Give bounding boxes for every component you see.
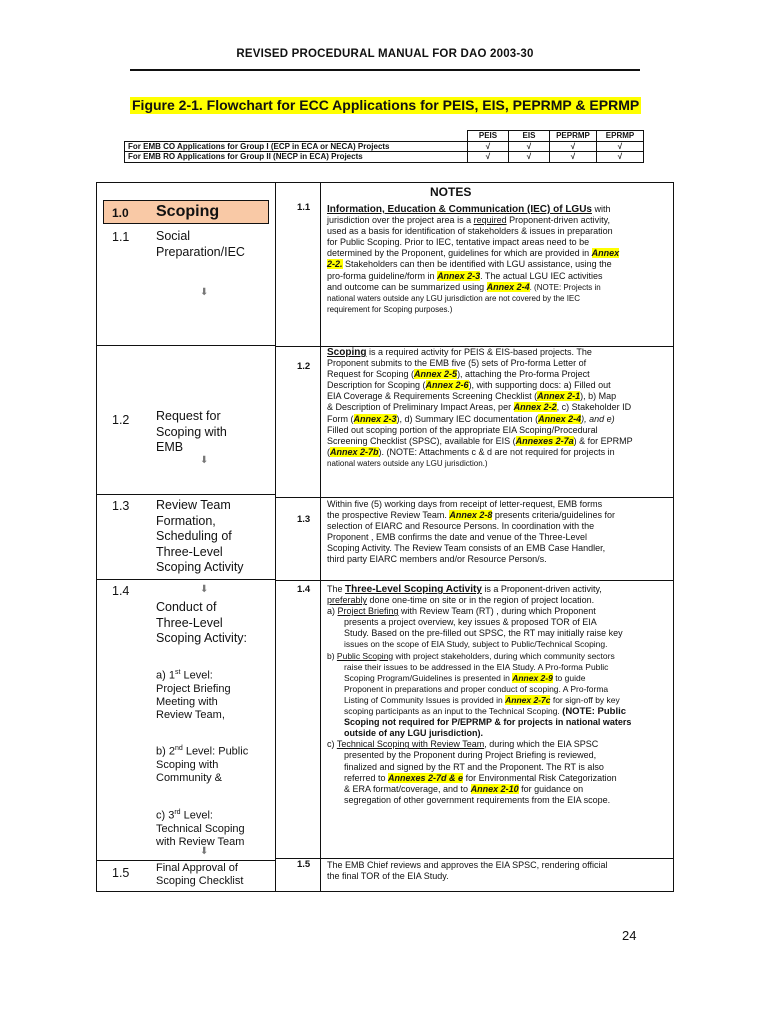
row-divider xyxy=(96,345,276,346)
note-1-2: Scoping is a required activity for PEIS & EIS-based projects. The Proponent submits to the EMB five (5) sets of Pro-forma Letter of Request for Scoping (Annex 2-5), attaching the Pro-forma Project Description for Scoping (Annex 2-6), with supporting docs: a) Filled out EIA Coverage & Requirements Screening Checklist (Annex 2-1), b) Map & Description of Preliminary Impact Areas, per Annex 2-2, c) Stakeholder ID Form (Annex 2-3), d) Summary IEC documentation (Annex 2-4), and e) Filled out scoping portion of the appropriate EIA Scoping/Procedural Screening Checklist (SPSC), available for EIS (Annexes 2-7a) & for EPRMP (Annex 2-7b). (NOTE: Attachments c & d are not required for projects in national waters outside any LGU jurisdiction.) xyxy=(327,347,633,468)
check-mark: √ xyxy=(509,141,550,152)
step-number: 1.0 xyxy=(112,206,129,220)
arrow-down-icon: ⬇ xyxy=(200,846,209,857)
note-1-5: The EMB Chief reviews and approves the EIA SPSC, rendering official the final TOR of the EIA Study. xyxy=(327,860,608,882)
figure-title: Figure 2-1. Flowchart for ECC Applications for PEIS, EIS, PEPRMP & EPRMP xyxy=(132,97,640,113)
header-rule xyxy=(130,69,640,71)
row-divider xyxy=(275,580,674,581)
check-mark: √ xyxy=(468,141,509,152)
note-1-1: Information, Education & Communication (IEC) of LGUs with jurisdiction over the project area is a required Proponent-driven activity, used as a basis for identification of stakeholders & issues in preparation for Public Scoping. Prior to IEC, tentative impact areas need to be determined by the Proponent, guidelines for which are provided in Annex 2-2. Stakeholders can then be identified with LGU assistance, using the pro-forma guideline/form in Annex 2-3. The actual LGU IEC activities and outcome can be summarized using Annex 2-4. (NOTE: Projects in national waters outside any LGU jurisdiction are not covered by the IEC requirement for Scoping purposes.) xyxy=(327,204,620,314)
step-number: 1.1 xyxy=(112,230,130,244)
scoping-title: Scoping xyxy=(156,203,220,220)
arrow-down-icon: ⬇ xyxy=(200,287,209,298)
row-label: For EMB CO Applications for Group I (ECP in ECA or NECA) Projects xyxy=(125,141,468,152)
col-eis: EIS xyxy=(509,131,550,142)
arrow-down-icon: ⬇ xyxy=(200,455,209,466)
note-number: 1.2 xyxy=(297,361,311,372)
row-divider xyxy=(96,494,276,495)
check-mark: √ xyxy=(550,152,597,163)
col-peis: PEIS xyxy=(468,131,509,142)
row-divider xyxy=(96,579,276,580)
row-divider xyxy=(275,858,674,859)
level-2-public-scoping: b) 2nd Level: Public Scoping with Community & xyxy=(156,745,249,784)
table-row xyxy=(125,141,644,152)
col-eprmp: EPRMP xyxy=(597,131,644,142)
page-number: 24 xyxy=(622,928,637,943)
row-label: For EMB RO Applications for Group II (NECP in ECA) Projects xyxy=(125,152,468,163)
note-number: 1.4 xyxy=(297,584,311,595)
column-divider-left xyxy=(275,182,276,892)
applications-table xyxy=(124,130,644,163)
level-1-project-briefing: a) 1st Level: Project Briefing Meeting with Review Team, xyxy=(156,669,231,721)
table-header-row xyxy=(125,131,644,142)
level-3-technical-scoping: c) 3rd Level: Technical Scoping with Review Team xyxy=(156,809,245,848)
check-mark: √ xyxy=(468,152,509,163)
note-number: 1.5 xyxy=(297,859,311,870)
running-header: REVISED PROCEDURAL MANUAL FOR DAO 2003-30 xyxy=(236,48,534,60)
step-request-scoping: Request for Scoping with EMB xyxy=(156,409,227,454)
arrow-down-icon: ⬇ xyxy=(200,584,209,595)
check-mark: √ xyxy=(597,141,644,152)
column-divider-notes xyxy=(320,182,321,892)
row-divider xyxy=(275,497,674,498)
step-number: 1.4 xyxy=(112,584,130,598)
step-conduct-scoping: Conduct of Three-Level Scoping Activity: xyxy=(156,600,248,645)
col-peprmp: PEPRMP xyxy=(550,131,597,142)
check-mark: √ xyxy=(597,152,644,163)
table-row xyxy=(125,152,644,163)
notes-heading: NOTES xyxy=(430,185,472,199)
step-number: 1.2 xyxy=(112,413,130,427)
step-social-preparation: Social Preparation/IEC xyxy=(156,229,245,259)
note-1-3: Within five (5) working days from receipt of letter-request, EMB forms the prospective Review Team. Annex 2-8 presents criteria/guidelines for selection of EIARC and Resource Persons. In coordination with the Proponent , EMB confirms the date and venue of the Three-Level Scoping Activity. The Review Team consists of an EMB Case Handler, third party EIARC members and/or Resource Person/s. xyxy=(327,499,615,565)
row-divider xyxy=(96,860,276,861)
note-number: 1.3 xyxy=(297,514,311,525)
step-number: 1.3 xyxy=(112,499,130,513)
step-final-approval: Final Approval of Scoping Checklist xyxy=(156,862,244,887)
step-number: 1.5 xyxy=(112,866,130,880)
check-mark: √ xyxy=(509,152,550,163)
step-review-team: Review Team Formation, Scheduling of Three-Level Scoping Activity xyxy=(156,498,244,574)
check-mark: √ xyxy=(550,141,597,152)
note-number: 1.1 xyxy=(297,202,311,213)
note-1-4: The Three-Level Scoping Activity is a Proponent-driven activity, preferably done one-time on site or in the region of project location. a) Project Briefing with Review Team (RT) , during which Proponent presents a project overview, key issues & proposed TOR of EIA Study. Based on the pre-filled out SPSC, the RT may initially raise key issues on the scope of EIA Study, subject to Public/Technical Scoping. b) Public Scoping with project stakeholders, during which community sectors raise their issues to be addressed in the EIA Study. A Pro-forma Public Scoping Program/Guidelines is presented in Annex 2-9 to guide Proponent in preparations and proper conduct of scoping. A Pro-forma Listing of Community Issues is provided in Annex 2-7c for sign-off by key scoping participants as an input to the Technical Scoping. (NOTE: Public Scoping not required for P/EPRMP & for projects in national waters outside of any LGU jurisdiction). c) Technical Scoping with Review Team, during which the EIA SPSC presented by the Proponent during Project Briefing is reviewed, finalized and signed by the RT and the Proponent. The RT is also referred to Annexes 2-7d & e for Environmental Risk Categorization & ERA format/coverage, and to Annex 2-10 for guidance on segregation of other government requirements from the EIA scope. xyxy=(327,584,632,805)
